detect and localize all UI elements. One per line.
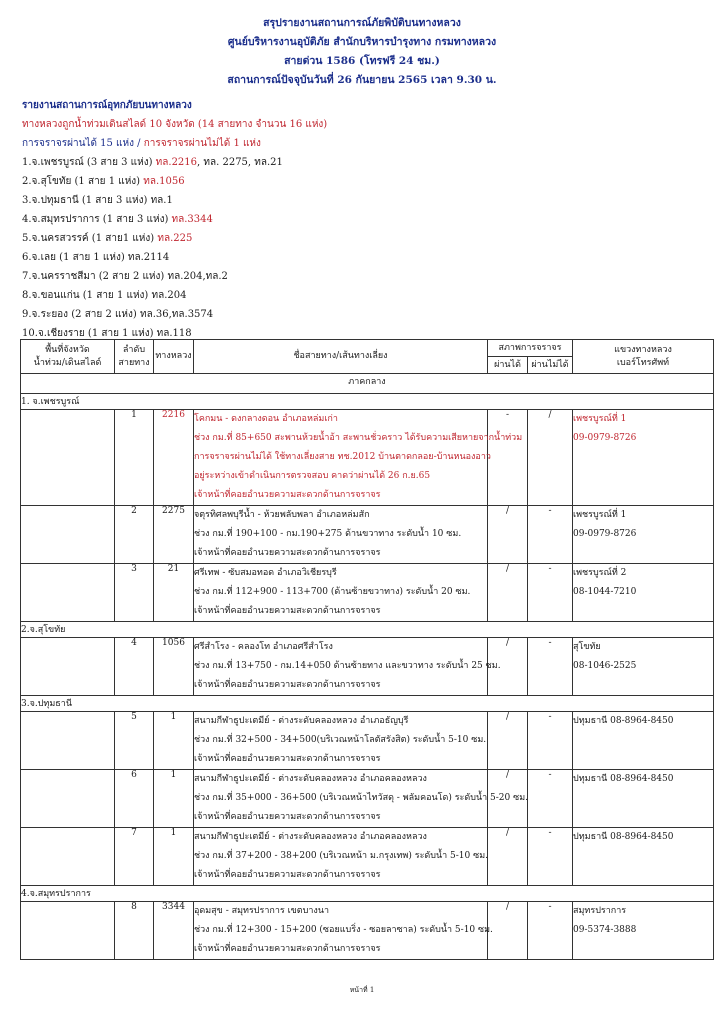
- order-cell: 6: [115, 770, 154, 828]
- province-list: [22, 153, 712, 343]
- province-summary-item: [22, 172, 712, 191]
- report-agency: ศูนย์บริหารงานอุบัติภัย สำนักบริหารบำรุงทาง กรมทางหลวง: [227, 36, 497, 48]
- impassable-cell: -: [528, 506, 573, 564]
- office-cell: [573, 410, 714, 506]
- passable-count: การจราจรผ่านได้ 15 แห่ง /: [22, 138, 144, 149]
- col-province-header: พื้นที่จังหวัด น้ำท่วม/เดินสไลด์: [21, 340, 115, 374]
- office-cell: [573, 902, 714, 960]
- province-summary-text: 9.จ.ระยอง (2 สาย 2 แห่ง) ทล.36,ทล.3574: [22, 309, 214, 320]
- route-line: เจ้าหน้าที่คอยอำนวยความสะดวกด้านการจราจร: [194, 870, 381, 880]
- col-highway-header: ทางหลวง: [154, 340, 194, 374]
- province-summary-text: 3.จ.ปทุมธานี (1 สาย 3 แห่ง) ทล.1: [22, 195, 173, 206]
- province-section-row: [21, 696, 714, 712]
- order-cell: 3: [115, 564, 154, 622]
- impassable-cell: -: [528, 770, 573, 828]
- province-cell: [21, 410, 115, 506]
- route-line: เจ้าหน้าที่คอยอำนวยความสะดวกด้านการจราจร: [194, 812, 381, 822]
- highway-cell: 1: [154, 828, 194, 886]
- office-line: 09-0979-8726: [573, 529, 637, 539]
- highway-cell: 2275: [154, 506, 194, 564]
- province-section-label: 1. จ.เพชรบูรณ์: [21, 394, 714, 410]
- province-summary-item: [22, 267, 712, 286]
- page-number: หน้าที่ 1: [349, 986, 375, 994]
- province-cell: [21, 712, 115, 770]
- office-line: 09-5374-3888: [573, 925, 637, 935]
- route-line: เจ้าหน้าที่คอยอำนวยความสะดวกด้านการจราจร: [194, 754, 381, 764]
- route-line: สนามกีฬาธูปะเตมีย์ - ต่างระดับคลองหลวง อำเภอธัญบุรี: [194, 716, 409, 726]
- impassable-cell: -: [528, 902, 573, 960]
- province-section-row: [21, 886, 714, 902]
- impassable-cell: -: [528, 638, 573, 696]
- route-line: เจ้าหน้าที่คอยอำนวยความสะดวกด้านการจราจร: [194, 606, 381, 616]
- office-line: 08-1044-7210: [573, 587, 637, 597]
- order-cell: 5: [115, 712, 154, 770]
- order-cell: 4: [115, 638, 154, 696]
- region-label: ภาคกลาง: [21, 374, 714, 394]
- route-cell: [194, 770, 528, 828]
- province-summary-text: 4.จ.สมุทรปราการ (1 สาย 3 แห่ง): [22, 214, 172, 225]
- summary-title: รายงานสถานการณ์อุทกภัยบนทางหลวง: [22, 100, 192, 111]
- passable-cell: /: [488, 506, 528, 564]
- highway-cell: 1056: [154, 638, 194, 696]
- highway-cell: 3344: [154, 902, 194, 960]
- highway-cell: 21: [154, 564, 194, 622]
- province-cell: [21, 902, 115, 960]
- province-cell: [21, 506, 115, 564]
- route-line: ช่วง กม.ที่ 12+300 - 15+200 (ซอยแบริ่ง - ซอยลาซาล) ระดับน้ำ 5-10 ซม.: [194, 925, 493, 935]
- province-summary-item: [22, 286, 712, 305]
- office-line: 08-1046-2525: [573, 661, 637, 671]
- route-cell: [194, 902, 493, 960]
- province-summary-item: [22, 191, 712, 210]
- route-cell: [194, 506, 488, 564]
- province-summary-text: 5.จ.นครสวรรค์ (1 สาย1 แห่ง): [22, 233, 158, 244]
- report-datetime: สถานการณ์ปัจจุบันวันที่ 26 กันยายน 2565 เวลา 9.30 น.: [227, 74, 497, 86]
- route-cell: [194, 638, 501, 696]
- route-line: เจ้าหน้าที่คอยอำนวยความสะดวกด้านการจราจร: [194, 680, 381, 690]
- impassable-cell: -: [528, 828, 573, 886]
- report-title: สรุปรายงานสถานการณ์ภัยพิบัติบนทางหลวง: [263, 17, 461, 29]
- province-summary-highlight: ทล.2216: [155, 157, 198, 168]
- order-cell: 1: [115, 410, 154, 506]
- office-line: สุโขทัย: [573, 642, 601, 652]
- route-cell: [194, 564, 488, 622]
- office-cell: [573, 638, 714, 696]
- hotline: สายด่วน 1586 (โทรฟรี 24 ชม.): [284, 55, 440, 67]
- route-line: ช่วง กม.ที่ 190+100 - กม.190+275 ด้านขวาทาง ระดับน้ำ 10 ซม.: [194, 529, 462, 539]
- highway-cell: 2216: [154, 410, 194, 506]
- route-line: โคกมน - ดงกลางดอน อำเภอหล่มเก่า: [194, 414, 338, 424]
- route-cell: [194, 410, 523, 506]
- summary-passable: [22, 134, 712, 153]
- province-summary-item: [22, 153, 712, 172]
- province-section-label: 4.จ.สมุทรปราการ: [21, 886, 714, 902]
- order-cell: 8: [115, 902, 154, 960]
- col-traffic-header: สภาพการจราจร: [488, 340, 573, 357]
- table-row: [21, 564, 714, 622]
- route-line: การจราจรผ่านไม่ได้ ใช้ทางเลี่ยงสาย ทช.2012 บ้านตาดกลอย-บ้านหนองอาว: [194, 452, 491, 462]
- route-cell: [194, 712, 488, 770]
- province-summary-text: 10.จ.เชียงราย (1 สาย 1 แห่ง) ทล.118: [22, 328, 192, 339]
- route-line: ช่วง กม.ที่ 112+900 - 113+700 (ด้านซ้ายขวาทาง) ระดับน้ำ 20 ซม.: [194, 587, 471, 597]
- province-summary-text: 7.จ.นครราชสีมา (2 สาย 2 แห่ง) ทล.204,ทล.2: [22, 271, 228, 282]
- passable-cell: /: [488, 770, 528, 828]
- province-section-label: 2.จ.สุโขทัย: [21, 622, 714, 638]
- impassable-cell: /: [528, 410, 573, 506]
- province-cell: [21, 564, 115, 622]
- col-passable-header: ผ่านได้: [488, 357, 528, 374]
- route-line: อุดมสุข - สมุทรปราการ เขตบางนา: [194, 906, 330, 916]
- province-summary-highlight: ทล.1056: [143, 176, 185, 187]
- summary-affected: ทางหลวงถูกน้ำท่วมเดินสไลด์ 10 จังหวัด (14 สายทาง จำนวน 16 แห่ง): [22, 119, 328, 130]
- office-line: เพชรบูรณ์ที่ 1: [573, 414, 627, 424]
- passable-cell: /: [488, 828, 528, 886]
- office-cell: [573, 506, 714, 564]
- route-line: อยู่ระหว่างเข้าดำเนินการตรวจสอบ คาดว่าผ่านได้ 26 ก.ย.65: [194, 471, 431, 481]
- province-section-row: [21, 622, 714, 638]
- report-header: [0, 14, 724, 90]
- province-summary-text: 1.จ.เพชรบูรณ์ (3 สาย 3 แห่ง): [22, 157, 156, 168]
- col-order-header: ลำดับ สายทาง: [115, 340, 154, 374]
- province-cell: [21, 828, 115, 886]
- order-cell: 2: [115, 506, 154, 564]
- highway-cell: 1: [154, 712, 194, 770]
- province-section-row: [21, 394, 714, 410]
- province-summary-item: [22, 248, 712, 267]
- route-line: ช่วง กม.ที่ 37+200 - 38+200 (บริเวณหน้า ม.กรุงเทพ) ระดับน้ำ 5-10 ซม.: [194, 851, 489, 861]
- province-summary-text: 6.จ.เลย (1 สาย 1 แห่ง) ทล.2114: [22, 252, 170, 263]
- table-row: [21, 410, 714, 506]
- col-route-header: ชื่อสายทาง/เส้นทางเลี่ยง: [194, 340, 488, 374]
- flood-report-table: [20, 339, 714, 960]
- office-line: เพชรบูรณ์ที่ 1: [573, 510, 627, 520]
- table-row: [21, 712, 714, 770]
- route-line: ช่วง กม.ที่ 35+000 - 36+500 (บริเวณหน้าไทวัสดุ - พลัมคอนโด) ระดับน้ำ 5-20 ซม.: [194, 793, 528, 803]
- impassable-cell: -: [528, 712, 573, 770]
- province-summary-highlight: ทล.3344: [171, 214, 213, 225]
- route-cell: [194, 828, 488, 886]
- office-cell: [573, 712, 714, 770]
- route-line: ศรีสำโรง - คลองโท อำเภอศรีสำโรง: [194, 642, 333, 652]
- passable-cell: /: [488, 564, 528, 622]
- passable-cell: /: [488, 902, 528, 960]
- province-section-label: 3.จ.ปทุมธานี: [21, 696, 714, 712]
- table-row: [21, 506, 714, 564]
- highway-cell: 1: [154, 770, 194, 828]
- table-row: [21, 638, 714, 696]
- table-row: [21, 770, 714, 828]
- route-line: ช่วง กม.ที่ 13+750 - กม.14+050 ด้านซ้ายทาง และขวาทาง ระดับน้ำ 25 ซม.: [194, 661, 501, 671]
- route-line: ช่วง กม.ที่ 85+650 สะพานห้วยน้ำอ้า สะพานชั่วคราว ได้รับความเสียหายจากน้ำท่วม: [194, 433, 523, 443]
- route-line: สนามกีฬาธูปะเตมีย์ - ต่างระดับคลองหลวง อำเภอคลองหลวง: [194, 774, 427, 784]
- passable-cell: -: [488, 410, 528, 506]
- table-row: [21, 828, 714, 886]
- passable-cell: /: [488, 712, 528, 770]
- province-summary-text: 8.จ.ขอนแก่น (1 สาย 1 แห่ง) ทล.204: [22, 290, 187, 301]
- province-summary-text: 2.จ.สุโขทัย (1 สาย 1 แห่ง): [22, 176, 144, 187]
- route-line: จตุรทิศลพบุรีน้ำ - ห้วยพลับพลา อำเภอหล่มสัก: [194, 510, 370, 520]
- province-cell: [21, 638, 115, 696]
- province-summary-item: [22, 229, 712, 248]
- office-cell: [573, 770, 714, 828]
- office-line: ปทุมธานี 08-8964-8450: [573, 832, 674, 842]
- order-cell: 7: [115, 828, 154, 886]
- route-line: เจ้าหน้าที่คอยอำนวยความสะดวกด้านการจราจร: [194, 944, 381, 954]
- col-office-header: แขวงทางหลวง เบอร์โทรศัพท์: [573, 340, 714, 374]
- office-line: ปทุมธานี 08-8964-8450: [573, 774, 674, 784]
- impassable-count: การจราจรผ่านไม่ได้ 1 แห่ง: [143, 138, 261, 149]
- province-cell: [21, 770, 115, 828]
- office-line: สมุทรปราการ: [573, 906, 627, 916]
- office-line: เพชรบูรณ์ที่ 2: [573, 568, 627, 578]
- office-cell: [573, 828, 714, 886]
- province-summary-rest: , ทล. 2275, ทล.21: [197, 157, 283, 168]
- office-line: 09-0979-8726: [573, 433, 637, 443]
- impassable-cell: -: [528, 564, 573, 622]
- col-impassable-header: ผ่านไม่ได้: [528, 357, 573, 374]
- route-line: เจ้าหน้าที่คอยอำนวยความสะดวกด้านการจราจร: [194, 490, 381, 500]
- summary-block: [22, 96, 712, 343]
- route-line: ศรีเทพ - ซับสมอทอด อำเภอวิเชียรบุรี: [194, 568, 337, 578]
- office-line: ปทุมธานี 08-8964-8450: [573, 716, 674, 726]
- office-cell: [573, 564, 714, 622]
- route-line: เจ้าหน้าที่คอยอำนวยความสะดวกด้านการจราจร: [194, 548, 381, 558]
- route-line: ช่วง กม.ที่ 32+500 - 34+500(บริเวณหน้าโลตัสรังสิต) ระดับน้ำ 5-10 ซม.: [194, 735, 487, 745]
- province-summary-highlight: ทล.225: [157, 233, 193, 244]
- passable-cell: /: [488, 638, 528, 696]
- province-summary-item: [22, 305, 712, 324]
- province-summary-item: [22, 210, 712, 229]
- route-line: สนามกีฬาธูปะเตมีย์ - ต่างระดับคลองหลวง อำเภอคลองหลวง: [194, 832, 427, 842]
- table-row: [21, 902, 714, 960]
